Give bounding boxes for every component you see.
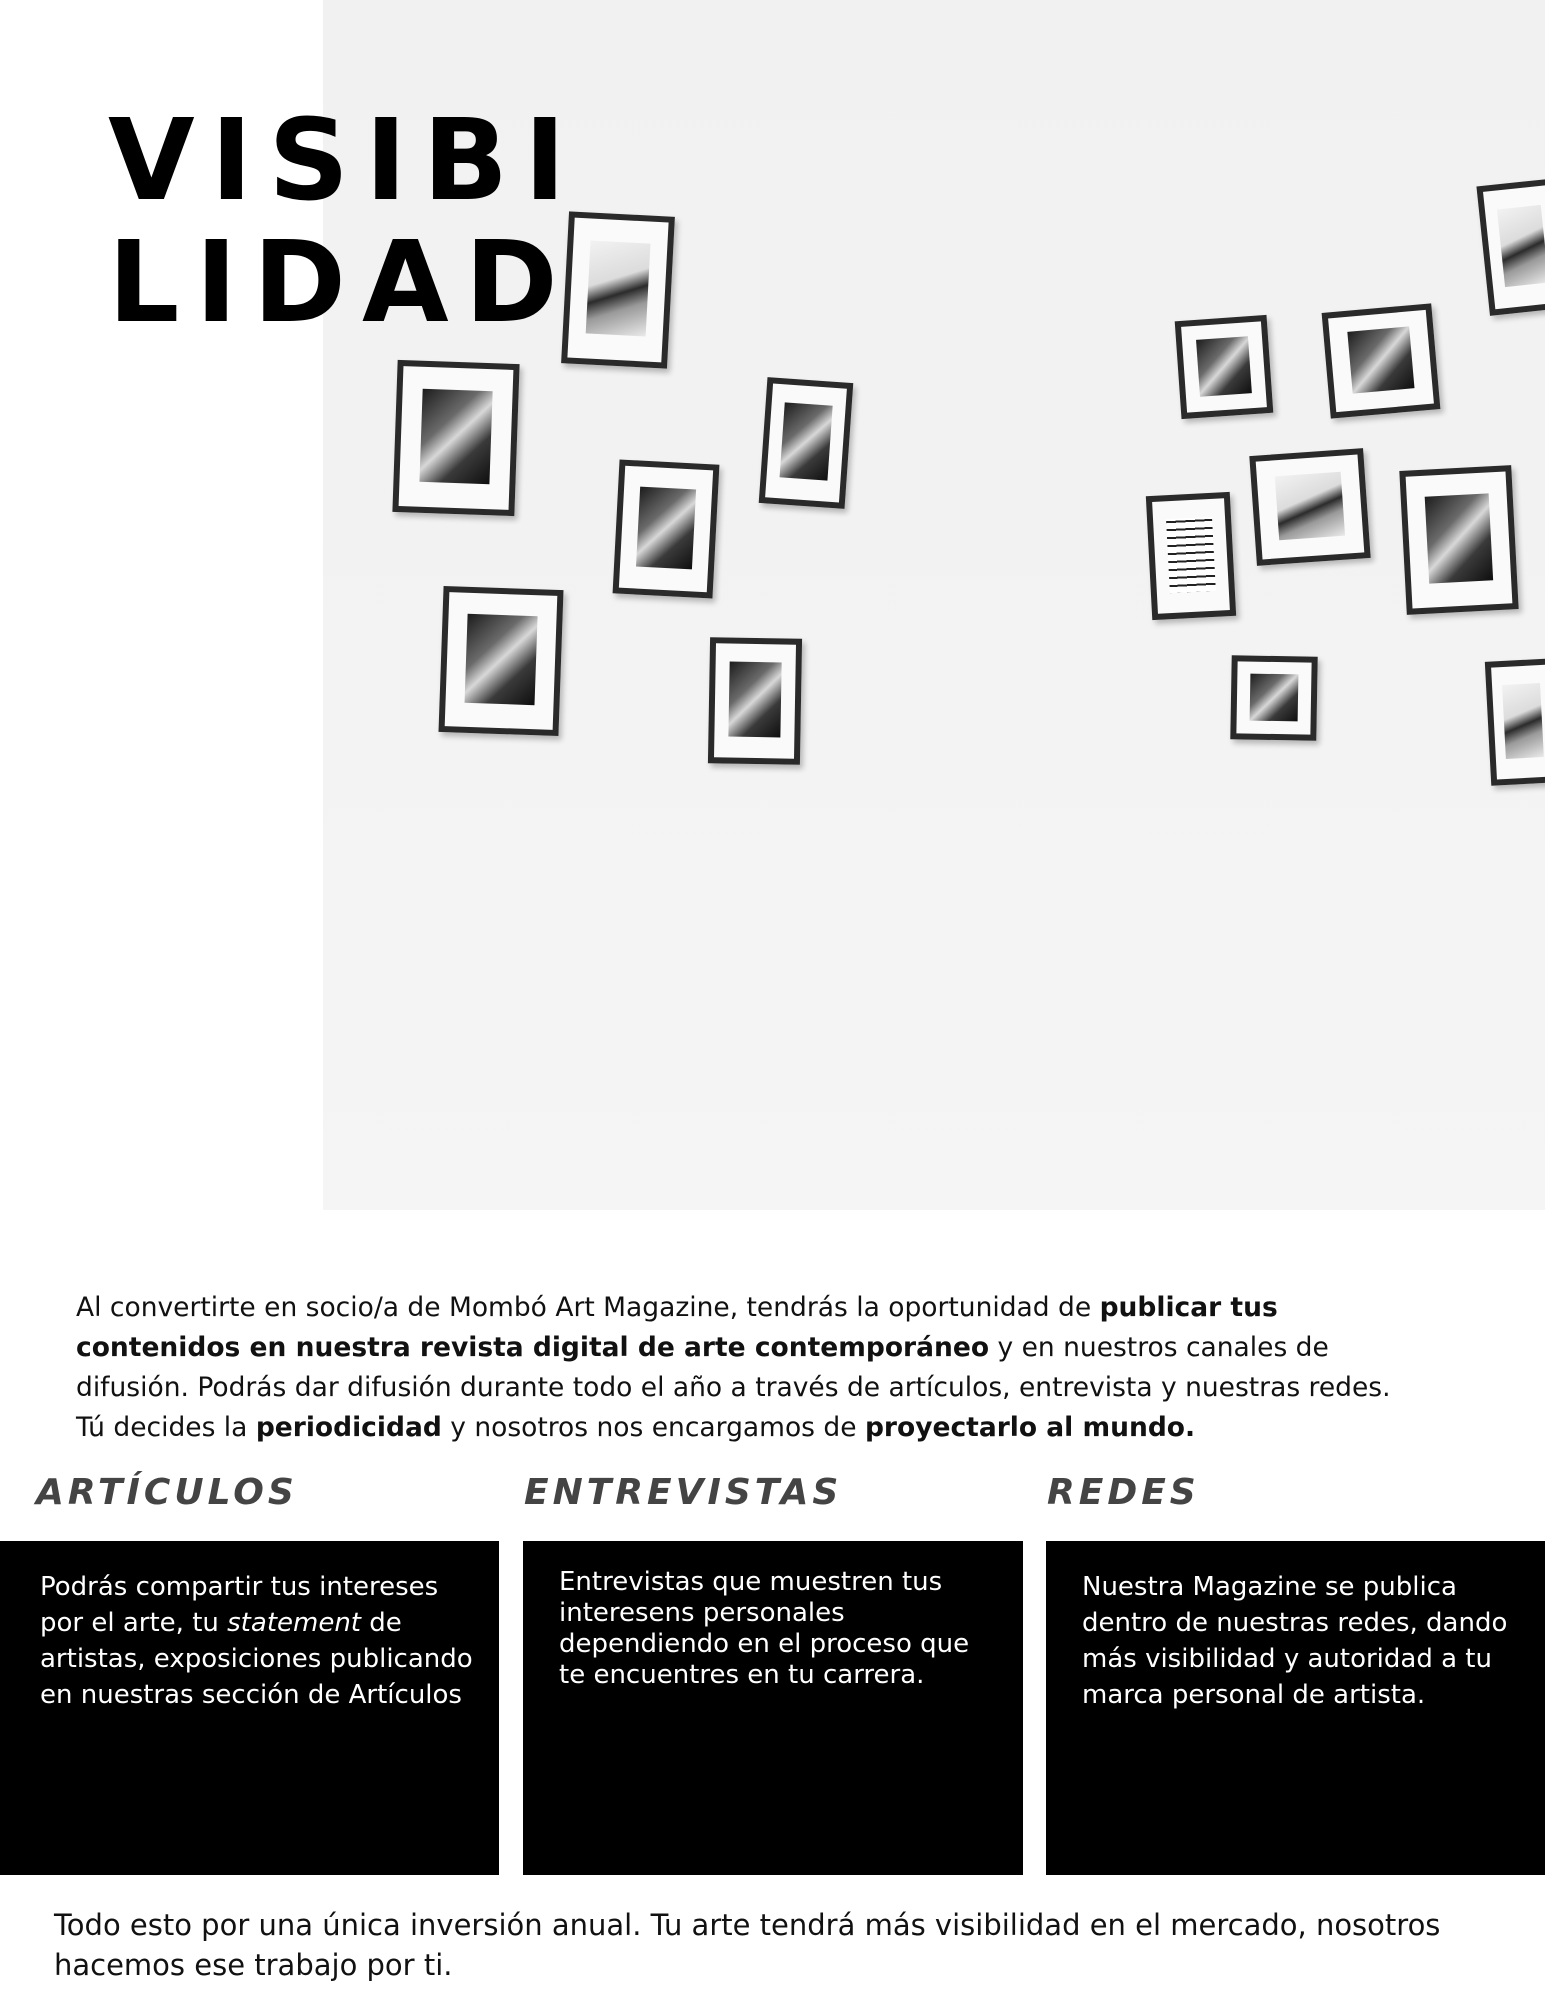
articulos-card: [0, 1541, 499, 1875]
picture-frame: [1175, 315, 1274, 419]
intro-bold: periodicidad: [255, 1412, 442, 1443]
picture-frame: [1322, 303, 1441, 418]
entrevistas-text: Entrevistas que muestren tus interesens personales dependiendo en el proceso que te encuentres en tu carrera.: [559, 1567, 970, 1690]
card-text-italic: statement: [227, 1608, 361, 1638]
picture-frame: [392, 360, 519, 516]
picture-frame: [1249, 448, 1370, 566]
redes-text: Nuestra Magazine se publica dentro de nuestras redes, dando más visibilidad y autoridad a tu marca personal de artista.: [1082, 1572, 1508, 1710]
picture-frame: [1476, 178, 1545, 316]
picture-frame: [613, 459, 720, 598]
intro-text: y en nuestros canales de difusión. Podrás dar difusión durante todo el año a través de artículos, entrevista y nuestras redes. Tú decides la: [76, 1332, 1391, 1443]
intro-paragraph: [76, 1288, 1396, 1448]
articulos-heading: ARTÍCULOS: [36, 1472, 298, 1513]
articulos-text: [40, 1569, 475, 1713]
card-text: de artistas, exposiciones publicando en nuestras sección de Artículos: [40, 1608, 473, 1710]
intro-text: y nosotros nos encargamos de: [441, 1412, 865, 1443]
card-text: Podrás compartir tus intereses por el arte, tu: [40, 1572, 439, 1638]
footer-note: Todo esto por una única inversión anual. Tu arte tendrá más visibilidad en el mercado, nosotros hacemos ese trabajo por ti.: [54, 1908, 1441, 1982]
intro-bold: publicar tus contenidos en nuestra revista digital de arte contemporáneo: [76, 1292, 1278, 1363]
picture-frame: [708, 637, 802, 765]
headline-line-1: VISIBI: [108, 96, 582, 226]
picture-frame: [438, 586, 563, 736]
picture-frame: [1230, 655, 1317, 740]
picture-frame: [1399, 465, 1518, 615]
picture-frame: [759, 377, 854, 509]
entrevistas-card: [523, 1541, 1023, 1875]
redes-card: [1046, 1541, 1545, 1875]
picture-frame: [1485, 658, 1545, 785]
headline-line-2: LIDAD: [108, 218, 574, 348]
intro-bold: proyectarlo al mundo.: [864, 1412, 1196, 1443]
redes-heading: REDES: [1047, 1472, 1200, 1513]
entrevistas-heading: ENTREVISTAS: [524, 1472, 843, 1513]
page-headline: [108, 96, 582, 348]
picture-frame: [1146, 492, 1236, 620]
intro-text: Al convertirte en socio/a de Mombó Art Magazine, tendrás la oportunidad de: [76, 1292, 1100, 1323]
